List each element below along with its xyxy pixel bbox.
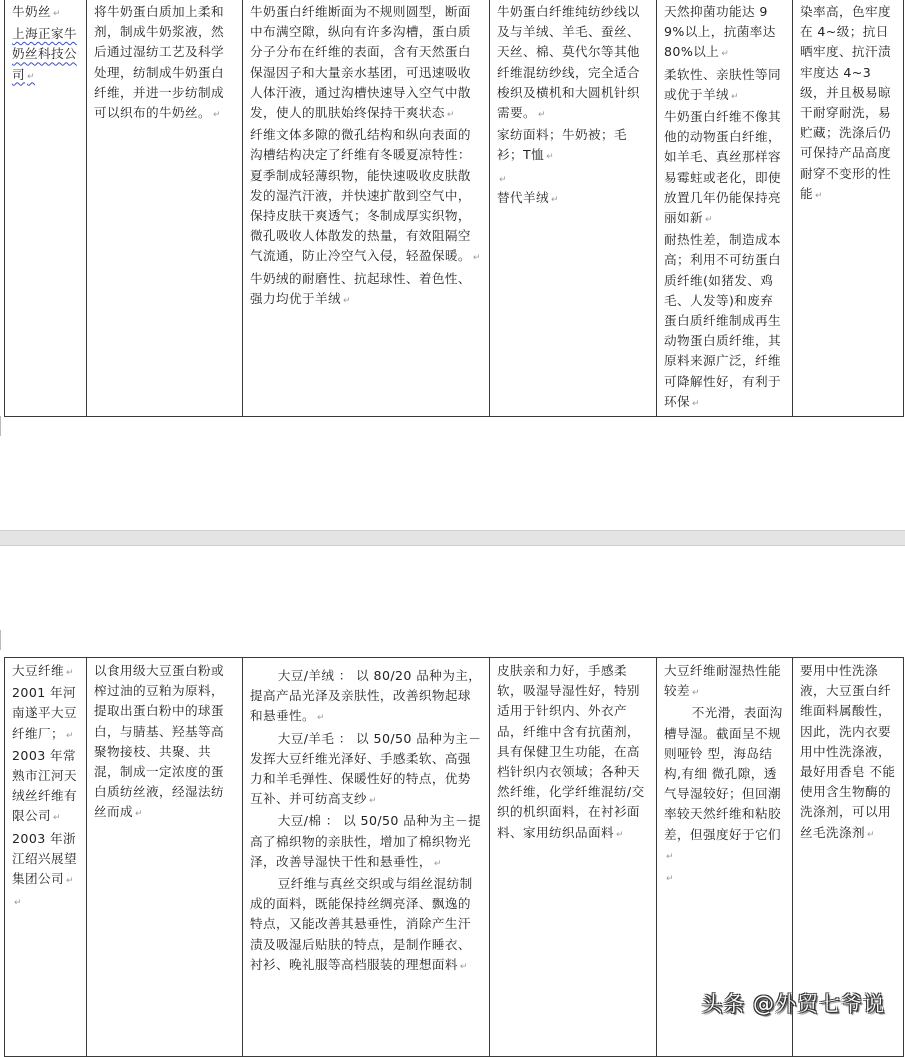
paragraph-mark-icon: ↵ — [368, 796, 377, 807]
property-para: 天然抑菌功能达 99%以上，抗菌率达 80%以上 ↵ — [664, 4, 776, 60]
paragraph-mark-icon: ↵ — [615, 829, 624, 840]
care-text: 要用中性洗涤液，大豆蛋白纤维面料属酸性，因此，洗内衣要用中性洗涤液，最好用香皂 不能使用含生物酶的洗涤剂，可以用丝毛洗涤剂 ↵ — [800, 663, 896, 840]
application-para — [497, 168, 650, 188]
milk-fiber-table — [4, 0, 904, 417]
property-para: 柔软性、亲肤性等同或优于羊绒 ↵ — [664, 66, 781, 102]
paragraph-mark-icon: ↵ — [212, 110, 221, 121]
paragraph-mark-icon: ↵ — [65, 668, 74, 678]
manufacturer: 上海正家牛奶丝科技公司 ↵ — [12, 26, 77, 82]
paragraph-mark-icon: ↵ — [134, 809, 143, 820]
manufacturer: 2003 年浙江绍兴展望集团公司 ↵ — [12, 830, 77, 887]
paragraph-mark-icon: ↵ — [666, 851, 674, 862]
empty-paragraph — [664, 867, 786, 887]
paragraph-mark-icon: ↵ — [721, 49, 730, 60]
paragraph-mark-icon: ↵ — [666, 874, 674, 885]
paragraph-mark-icon: ↵ — [704, 215, 713, 226]
fiber-name: 牛奶丝 ↵ — [12, 4, 61, 19]
manufacturer: 2003 年常熟市江河天绒丝纤维有限公司 ↵ — [12, 747, 77, 824]
cell-fiber-name — [5, 0, 87, 417]
paragraph-mark-icon: ↵ — [446, 110, 455, 121]
page-margin-mark — [0, 416, 3, 436]
blend-para: 大豆/羊绒 ： 以 80/20 品种为主，提高产品光泽及亲肤性，改善织物起球和悬垂性。 ↵ — [250, 668, 482, 724]
blend-para: 大豆/羊毛 ： 以 50/50 品种为主－发挥大豆纤维光泽好、手感柔软、高强力和羊毛弹性、保暖性好的特点，优势互补、并可纺高支纱 ↵ — [250, 730, 482, 807]
paragraph-mark-icon: ↵ — [537, 110, 546, 121]
structure-para: 牛奶蛋白纤维断面为不规则圆型，断面中布满空隙，纵向有许多沟槽，蛋白质分子分布在纤维的表面，含有天然蛋白保湿因子和大量亲水基团，可迅速吸收人体汗液，通过沟槽快速导入空气中散发，使人的肌肤始终保持干爽状态 ↵ — [250, 4, 471, 121]
paragraph-mark-icon: ↵ — [14, 898, 22, 909]
cell-structure — [243, 0, 490, 417]
structure-para: 牛奶绒的耐磨性、抗起球性、着色性、强力均优于羊绒 ↵ — [250, 270, 471, 306]
structure-para: 纤维文体多隙的微孔结构和纵向表面的沟槽结构决定了纤维有冬暖夏凉特性：夏季制成轻薄织物，能快速吸收皮肤散发的湿汽汗液，并快速扩散到空气中，保持皮肤干爽透气；冬制成厚实织物，微孔吸收人体散发的热量，有效阻隔空气流通，防止冷空气入侵，轻盈保暖。 ↵ — [250, 127, 481, 264]
property-para: 牛奶蛋白纤维不像其他的动物蛋白纤维，如羊毛、真丝那样容易霉蛀或老化，即使放置几年仍能保持亮丽如新 ↵ — [664, 109, 781, 226]
paragraph-mark-icon: ↵ — [27, 71, 35, 82]
paragraph-mark-icon: ↵ — [815, 190, 823, 201]
cell-process — [87, 0, 243, 417]
cell-process — [87, 658, 243, 1057]
page-break-band — [0, 530, 905, 546]
paragraph-mark-icon: ↵ — [546, 152, 555, 163]
process-text: 以食用级大豆蛋白粉或榨过油的豆粕为原料，提取出蛋白粉中的球蛋白，与腈基、羟基等高聚物接枝、共聚、共混，制成一定浓度的蛋白质纺丝液，经湿法纺丝而成 ↵ — [94, 663, 224, 820]
paragraph-mark-icon: ↵ — [692, 688, 700, 699]
cell-fiber-name — [5, 658, 87, 1057]
fiber-name: 大豆纤维 ↵ — [12, 663, 74, 678]
cell-structure — [243, 658, 490, 1057]
paragraph-mark-icon: ↵ — [499, 174, 507, 185]
application-para: 牛奶蛋白纤维纯纺纱线以及与羊绒、羊毛、蚕丝、天丝、棉、莫代尔等其他纤维混纺纱线，完全适合梭织及横机和大圆机针织需要。 ↵ — [497, 4, 640, 121]
paragraph-mark-icon: ↵ — [692, 398, 700, 409]
paragraph-mark-icon: ↵ — [866, 829, 875, 840]
cell-properties — [657, 0, 793, 417]
paragraph-mark-icon: ↵ — [65, 730, 74, 741]
paragraph-mark-icon: ↵ — [342, 295, 351, 306]
paragraph-mark-icon: ↵ — [472, 253, 481, 264]
paragraph-mark-icon: ↵ — [52, 813, 61, 824]
blend-para: 大豆/棉 ： 以 50/50 品种为主－提高了棉织物的亲肤性，增加了棉织物光泽，改善导湿快干性和悬垂性， ↵ — [250, 813, 482, 869]
page-margin-mark — [0, 630, 3, 650]
source-watermark: 头条 @外贸七爷说 — [701, 992, 885, 1016]
paragraph-mark-icon: ↵ — [52, 9, 61, 19]
application-para: 家纺面料；牛奶被；毛衫；T恤 ↵ — [497, 127, 627, 163]
paragraph-mark-icon: ↵ — [316, 713, 325, 724]
manufacturer: 2001 年河南遂平大豆纤维厂； ↵ — [12, 685, 77, 741]
cell-applications — [490, 0, 657, 417]
process-text: 将牛奶蛋白质加上柔和剂，制成牛奶浆液，然后通过湿纺工艺及科学处理，纺制成牛奶蛋白纤维，并进一步纺制成可以织布的牛奶丝。 ↵ — [94, 4, 224, 121]
cell-care — [793, 0, 904, 417]
paragraph-mark-icon: ↵ — [459, 961, 468, 972]
application-text: 皮肤亲和力好，手感柔软，吸湿导湿性好，特别适用于针织内、外衣产品，纤维中含有抗菌剂，具有保健卫生功能，在高档针织内衣领域；各种天然纤维，化学纤维混纺/交织的机织面料，在衬衫面料、家用纺织品面料 ↵ — [497, 663, 645, 840]
table-row — [5, 0, 904, 417]
cell-applications — [490, 658, 657, 1057]
application-para: 替代羊绒 ↵ — [497, 189, 559, 205]
paragraph-mark-icon: ↵ — [730, 91, 739, 102]
paragraph-mark-icon: ↵ — [433, 858, 442, 869]
care-text: 染率高，色牢度在 4~级；抗日晒牢度、抗汗渍牢度达 4~3 级，并且极易晾干耐穿耐洗，易贮藏；洗涤后仍可保持产品高度耐穿不变形的性能 ↵ — [800, 4, 891, 201]
paragraph-mark-icon: ↵ — [550, 194, 559, 205]
empty-paragraph — [12, 891, 80, 911]
property-para: 大豆纤维耐湿热性能较差 ↵ — [664, 663, 781, 699]
property-para: 不光滑，表面沟槽导湿。截面呈不规则哑铃 型，海岛结构,有细 微孔隙，透气导湿较好；但回潮率较天然纤维和粘胶差，但强度好于它们↵ — [664, 705, 783, 862]
property-para: 耐热性差，制造成本高；利用不可纺蛋白质纤维(如猪发、鸡毛、人发等)和废弃蛋白质纤维制成再生动物蛋白质纤维，其原料来源广泛，纤维可降解性好，有利于环保 ↵ — [664, 232, 781, 409]
paragraph-mark-icon: ↵ — [65, 876, 74, 887]
blend-para: 豆纤维与真丝交织或与绢丝混纺制成的面料，既能保持丝绸亮泽、飘逸的特点，又能改善其悬垂性，消除产生汗渍及吸湿后贴肤的特点，是制作睡衣、衬衫、晚礼服等高档服装的理想面料 ↵ — [250, 876, 473, 972]
